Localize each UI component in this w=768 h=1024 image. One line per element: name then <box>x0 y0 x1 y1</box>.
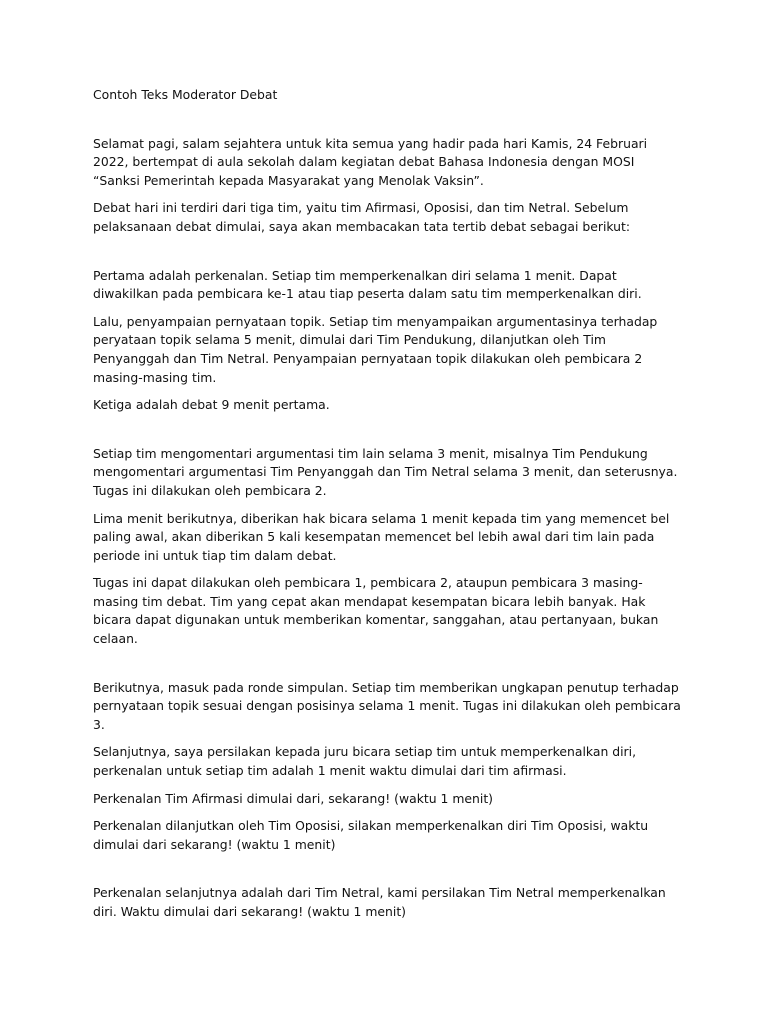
paragraph-invitation: Selanjutnya, saya persilakan kepada juru bicara setiap tim untuk memperkenalkan diri, perkenalan untuk setiap tim adalah 1 menit waktu dimulai dari tim afirmasi. <box>93 744 637 779</box>
paragraph-commenting: Setiap tim mengomentari argumentasi tim lain selama 3 menit, misalnya Tim Pendukung mengomentari argumentasi Tim Penyanggah dan Tim Netral selama 3 menit, dan seterusnya. Tugas ini dilakukan oleh pembicara 2. <box>93 445 678 498</box>
paragraph-speaker-duty: Tugas ini dapat dilakukan oleh pembicara 1, pembicara 2, ataupun pembicara 3 masing-masing tim debat. Tim yang cepat akan mendapat kesempatan bicara lebih banyak. Hak bicara dapat digunakan untuk memberikan komentar, sanggahan, atau pertanyaan, bukan celaan. <box>93 575 659 647</box>
document-title: Contoh Teks Moderator Debat <box>93 87 278 102</box>
paragraph-introduction-rule: Pertama adalah perkenalan. Setiap tim memperkenalkan diri selama 1 menit. Dapat diwakilkan pada pembicara ke-1 atau tiap peserta dalam satu tim memperkenalkan diri. <box>93 267 642 302</box>
paragraph-third-debate: Ketiga adalah debat 9 menit pertama. <box>93 397 330 413</box>
paragraph-neutral-intro: Perkenalan selanjutnya adalah dari Tim Netral, kami persilakan Tim Netral memperkenalkan diri. Waktu dimulai dari sekarang! (waktu 1 menit) <box>93 885 666 919</box>
paragraph-five-minutes: Lima menit berikutnya, diberikan hak bicara selama 1 menit kepada tim yang memencet bel paling awal, akan diberikan 5 kali kesempatan memencet bel lebih awal dari tim lain pada periode ini untuk tiap tim dalam debat. <box>93 510 670 563</box>
paragraph-topic-statement: Lalu, penyampaian pernyataan topik. Setiap tim menyampaikan argumentasinya terhadap peryataan topik selama 5 menit, dimulai dari Tim Pendukung, dilanjutkan oleh Tim Penyanggah dan Tim Netral. Penyampaian pernyataan topik dilakukan oleh pembicara 2 masing-masing tim. <box>93 313 658 385</box>
paragraph-opening: Selamat pagi, salam sejahtera untuk kita semua yang hadir pada hari Kamis, 24 Februari 2022, bertempat di aula sekolah dalam kegiatan debat Bahasa Indonesia dengan MOSI “Sanksi Pemerintah kepada Masyarakat yang Menolak Vaksin”. <box>93 135 648 188</box>
paragraph-affirmation-intro: Perkenalan Tim Afirmasi dimulai dari, sekarang! (waktu 1 menit) <box>93 790 494 806</box>
document-page <box>93 86 683 922</box>
paragraph-teams: Debat hari ini terdiri dari tiga tim, yaitu tim Afirmasi, Oposisi, dan tim Netral. Sebelum pelaksanaan debat dimulai, saya akan membacakan tata tertib debat sebagai berikut: <box>93 200 631 234</box>
paragraph-conclusion-round: Berikutnya, masuk pada ronde simpulan. Setiap tim memberikan ungkapan penutup terhadap pernyataan topik sesuai dengan posisinya selama 1 menit. Tugas ini dilakukan oleh pembicara 3. <box>93 679 681 732</box>
paragraph-opposition-intro: Perkenalan dilanjutkan oleh Tim Oposisi, silakan memperkenalkan diri Tim Oposisi, waktu dimulai dari sekarang! (waktu 1 menit) <box>93 818 649 852</box>
